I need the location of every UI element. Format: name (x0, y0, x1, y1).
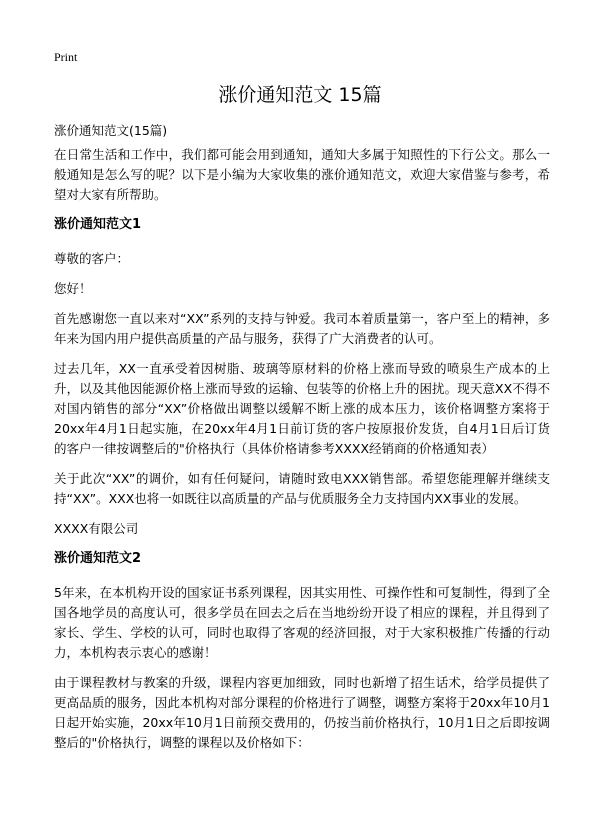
section-1-paragraph-1: 首先感谢您一直以来对“XX”系列的支持与钟爱。我司本着质量第一，客户至上的精神，多年来为国内用户提供高质量的产品与服务，获得了广大消费者的认可。 (54, 311, 550, 346)
greeting-line: 尊敬的客户： (54, 251, 130, 266)
company-signature: XXXX有限公司 (54, 521, 139, 536)
intro-paragraph: 在日常生活和工作中，我们都可能会用到通知，通知大多属于知照性的下行公文。那么一般通知是怎么写的呢？以下是小编为大家收集的涨价通知范文，欢迎大家借鉴与参考，希望对大家有所帮助。 (54, 147, 550, 202)
document-subtitle: 涨价通知范文(15篇) (54, 123, 168, 138)
section-2-paragraph-1: 5年来，在本机构开设的国家证书系列课程，因其实用性、可操作性和可复制性，得到了全国各地学员的高度认可，很多学员在回去之后在当地纷纷开设了相应的课程，并且得到了家长、学生、学校的认可，同时也取得了客观的经济回报，对于大家积极推广传播的行动力，本机构表示衷心的感谢！ (54, 585, 550, 660)
section-2-paragraph-2: 由于课程教材与教案的升级，课程内容更加细致，同时也新增了招生话术，给学员提供了更高品质的服务，因此本机构对部分课程的价格进行了调整，调整方案将于20xx年10月1日起开始实施，20xx年10月1日前预交费用的，仍按当前价格执行，10月1日之后即按调整后的"价格执行，调整的课程以及价格如下： (54, 675, 550, 750)
section-1-paragraph-2: 过去几年，XX一直承受着因树脂、玻璃等原材料的价格上涨而导致的喷泉生产成本的上升，以及其他因能源价格上涨而导致的运输、包装等的价格上升的困扰。现天意XX不得不对国内销售的部分“XX”价格做出调整以缓解不断上涨的成本压力，该价格调整方案将于20xx年4月1日起实施，在20xx年4月1日前订货的客户按原报价发货，自4月1日后订货的客户一律按调整后的"价格执行（具体价格请参考XXXX经销商的价格通知表） (54, 361, 550, 456)
salutation-line: 您好！ (54, 281, 92, 296)
print-link[interactable]: Print (54, 50, 78, 64)
section-heading-1: 涨价通知范文1 (54, 217, 142, 232)
page-title: 涨价通知范文 15篇 (218, 84, 382, 106)
section-1-paragraph-3: 关于此次“XX”的调价，如有任何疑问，请随时致电XXX销售部。希望您能理解并继续支持“XX”。XXX也将一如既往以高质量的产品与优质服务全力支持国内XX事业的发展。 (54, 471, 550, 506)
document-body (54, 121, 550, 763)
section-heading-2: 涨价通知范文2 (54, 551, 142, 566)
